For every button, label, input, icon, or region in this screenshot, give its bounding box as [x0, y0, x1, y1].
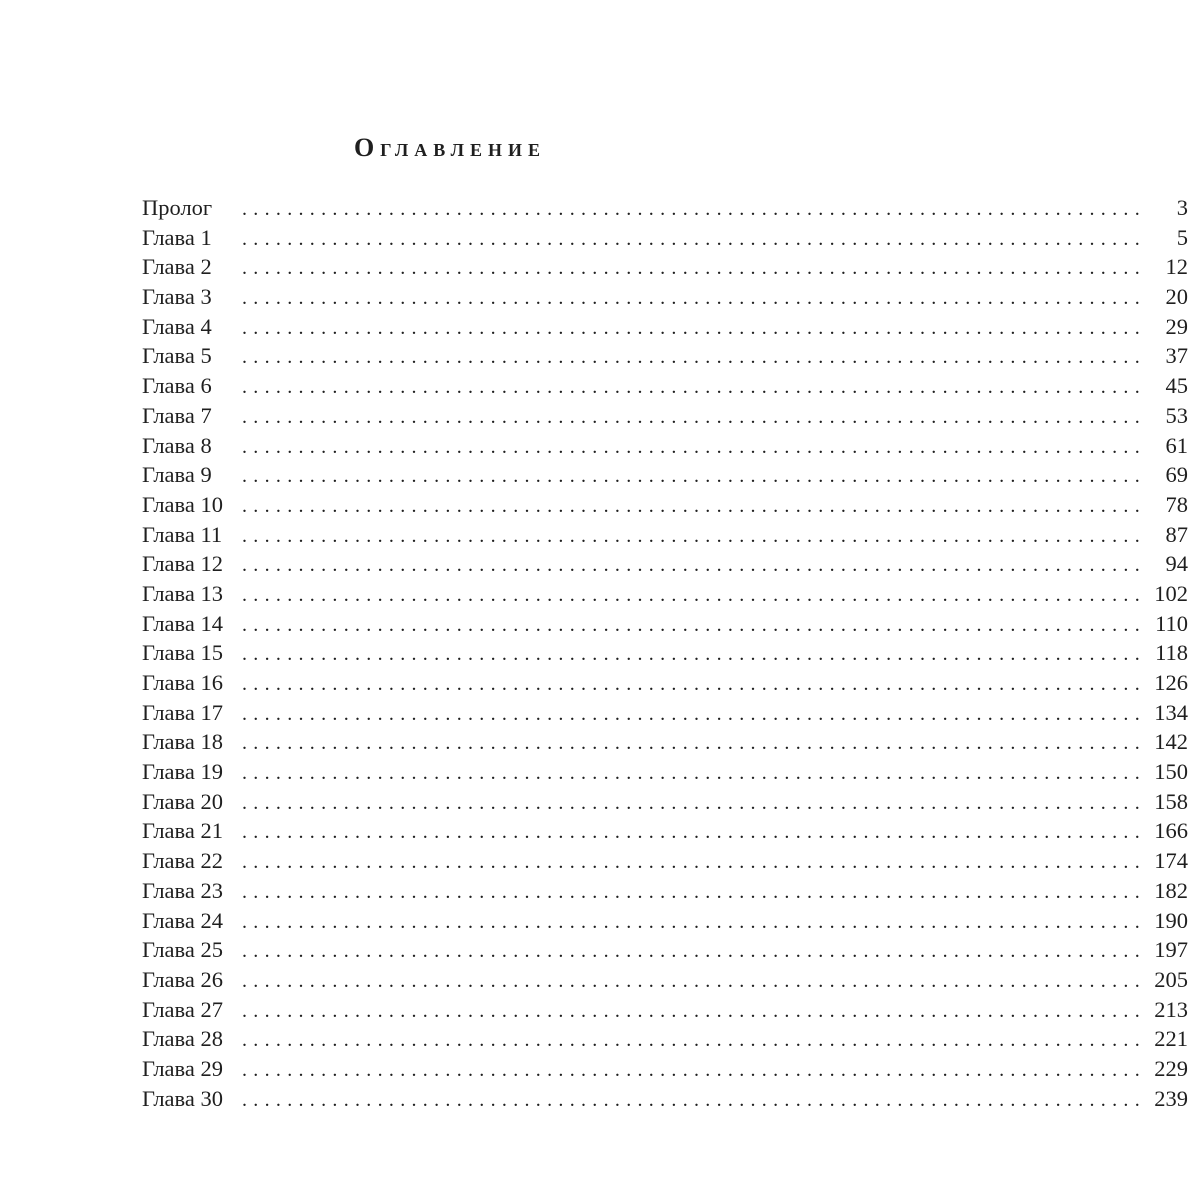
toc-entry-label: Глава 27: [142, 996, 223, 1022]
dot-leader: ................................................................................: [242, 405, 1146, 428]
toc-entry-label: Глава 1: [142, 224, 212, 250]
dot-leader: ................................................................................: [242, 880, 1146, 903]
toc-entry-label: Глава 12: [142, 551, 223, 577]
toc-entry-page-number: 239: [1154, 1085, 1188, 1111]
toc-entry-label: Глава 15: [142, 640, 223, 666]
toc-entry-label: Глава 14: [142, 610, 223, 636]
toc-entry-page-number: 61: [1165, 432, 1188, 458]
toc-entry-page-number: 110: [1155, 610, 1188, 636]
toc-entry-label: Глава 3: [142, 284, 212, 310]
toc-entry: [142, 995, 1188, 1025]
toc-entry: [142, 906, 1188, 936]
toc-entry: [142, 816, 1188, 846]
toc-entry-label: Глава 13: [142, 580, 223, 606]
toc-entry: [142, 757, 1188, 787]
toc-entry-label: Глава 25: [142, 937, 223, 963]
dot-leader: ................................................................................: [242, 465, 1146, 488]
dot-leader: ................................................................................: [242, 494, 1146, 517]
dot-leader: ................................................................................: [242, 524, 1146, 547]
dot-leader: ................................................................................: [242, 851, 1146, 874]
toc-entry-page-number: 29: [1165, 313, 1188, 339]
dot-leader: ................................................................................: [242, 257, 1146, 280]
dot-leader: ................................................................................: [242, 1058, 1146, 1081]
toc-entry-label: Глава 2: [142, 254, 212, 280]
toc-entry-page-number: 150: [1154, 759, 1188, 785]
toc-entry-label: Глава 24: [142, 907, 223, 933]
toc-entry: [142, 698, 1188, 728]
toc-entry-page-number: 205: [1154, 966, 1188, 992]
toc-entry: [142, 549, 1188, 579]
toc-entry-page-number: 190: [1154, 907, 1188, 933]
dot-leader: ................................................................................: [242, 732, 1146, 755]
dot-leader: ................................................................................: [242, 346, 1146, 369]
toc-entry-page-number: 182: [1154, 877, 1188, 903]
toc-entry-label: Глава 4: [142, 313, 212, 339]
toc-entry-page-number: 142: [1154, 729, 1188, 755]
dot-leader: ................................................................................: [242, 316, 1146, 339]
toc-entry-label: Глава 16: [142, 670, 223, 695]
toc-entry-page-number: 174: [1154, 848, 1188, 874]
toc-entry-page-number: 213: [1154, 996, 1188, 1022]
toc-entry-page-number: 5: [1176, 224, 1188, 250]
toc-entry: [142, 431, 1188, 461]
toc-entry-label: Глава 6: [142, 373, 212, 399]
toc-entry-label: Глава 17: [142, 699, 223, 725]
dot-leader: ................................................................................: [242, 969, 1146, 992]
toc-entry: [142, 876, 1188, 906]
toc-entry-page-number: 45: [1165, 373, 1188, 399]
toc-entry: [142, 371, 1188, 401]
toc-entry: [142, 282, 1188, 312]
toc-entry: [142, 638, 1188, 668]
toc-entry-page-number: 118: [1155, 640, 1188, 666]
toc-entry-label: Глава 30: [142, 1085, 223, 1111]
dot-leader: ................................................................................: [242, 583, 1146, 606]
dot-leader: ................................................................................: [242, 791, 1146, 814]
toc-entry-page-number: 102: [1154, 580, 1188, 606]
toc-entry: [142, 1024, 1188, 1054]
dot-leader: ................................................................................: [242, 435, 1146, 458]
toc-entry-page-number: 20: [1165, 284, 1188, 310]
toc-entry-label: Глава 11: [142, 521, 223, 547]
toc-entry-page-number: 197: [1154, 937, 1188, 963]
dot-leader: ................................................................................: [242, 702, 1146, 725]
toc-entry-label: Глава 22: [142, 848, 223, 874]
toc-heading: Оглавление: [353, 133, 547, 162]
toc-entry-page-number: 94: [1165, 551, 1188, 577]
toc-entry-label: Глава 19: [142, 759, 223, 785]
toc-entry-page-number: 166: [1154, 818, 1188, 844]
toc-entry-page-number: 3: [1176, 195, 1188, 220]
toc-entry: [142, 609, 1188, 639]
dot-leader: ................................................................................: [242, 821, 1146, 844]
dot-leader: ................................................................................: [242, 762, 1146, 785]
dot-leader: ................................................................................: [242, 554, 1146, 577]
toc-entry: [142, 846, 1188, 876]
toc-entry: [142, 727, 1188, 757]
toc-entry: [142, 341, 1188, 371]
dot-leader: ................................................................................: [242, 1088, 1146, 1111]
toc-entry: [142, 223, 1188, 253]
dot-leader: ................................................................................: [242, 227, 1146, 250]
toc-entry: [142, 1054, 1188, 1084]
toc-entry-page-number: 53: [1165, 402, 1188, 428]
toc-entry-label: Глава 8: [142, 432, 212, 458]
toc-entry-page-number: 12: [1165, 254, 1188, 280]
toc-entry: [142, 520, 1188, 550]
dot-leader: ................................................................................: [242, 613, 1146, 636]
toc-entry: [142, 787, 1188, 817]
dot-leader: ................................................................................: [242, 287, 1146, 310]
dot-leader: ................................................................................: [242, 673, 1146, 695]
toc-entry-label: Глава 7: [142, 402, 212, 428]
toc-entry-label: Глава 10: [142, 491, 223, 517]
toc-entry-label: Глава 18: [142, 729, 223, 755]
dot-leader: ................................................................................: [242, 643, 1146, 666]
toc-entry: [142, 579, 1188, 609]
dot-leader: ................................................................................: [242, 999, 1146, 1022]
dot-leader: ................................................................................: [242, 376, 1146, 399]
toc-entry-label: Пролог: [142, 195, 213, 220]
toc-entry: [142, 965, 1188, 995]
toc-entry: [142, 401, 1188, 431]
toc-entry-label: Глава 20: [142, 788, 223, 814]
toc-entry-page-number: 78: [1165, 491, 1188, 517]
toc-entry-page-number: 158: [1154, 788, 1188, 814]
toc-entry-page-number: 229: [1154, 1055, 1188, 1081]
toc-entry-label: Глава 23: [142, 877, 223, 903]
toc-entry: [142, 460, 1188, 490]
toc-entry-label: Глава 26: [142, 966, 223, 992]
toc-entry: [142, 193, 1188, 223]
dot-leader: ................................................................................: [242, 940, 1146, 963]
toc-entry-page-number: 221: [1154, 1026, 1188, 1052]
dot-leader: ................................................................................: [242, 910, 1146, 933]
toc-entry: [142, 1084, 1188, 1114]
toc-entry-label: Глава 29: [142, 1055, 223, 1081]
toc-entry: [142, 312, 1188, 342]
toc-entry-label: Глава 9: [142, 462, 212, 488]
toc-entry-page-number: 134: [1154, 699, 1188, 725]
toc-entry: [142, 252, 1188, 282]
toc-entry-page-number: 37: [1165, 343, 1188, 369]
toc-entry-label: Глава 21: [142, 818, 223, 844]
dot-leader: ................................................................................: [242, 1029, 1146, 1052]
toc-entry-label: Глава 5: [142, 343, 212, 369]
toc-entry: [142, 668, 1188, 698]
toc-entry-label: Глава 28: [142, 1026, 223, 1052]
toc-entry-page-number: 87: [1165, 521, 1188, 547]
toc-entry: [142, 490, 1188, 520]
toc-entry: [142, 935, 1188, 965]
dot-leader: ................................................................................: [242, 198, 1146, 220]
toc-entry-page-number: 126: [1154, 670, 1188, 695]
toc-list: [142, 193, 1188, 1113]
toc-entry-page-number: 69: [1165, 462, 1188, 488]
